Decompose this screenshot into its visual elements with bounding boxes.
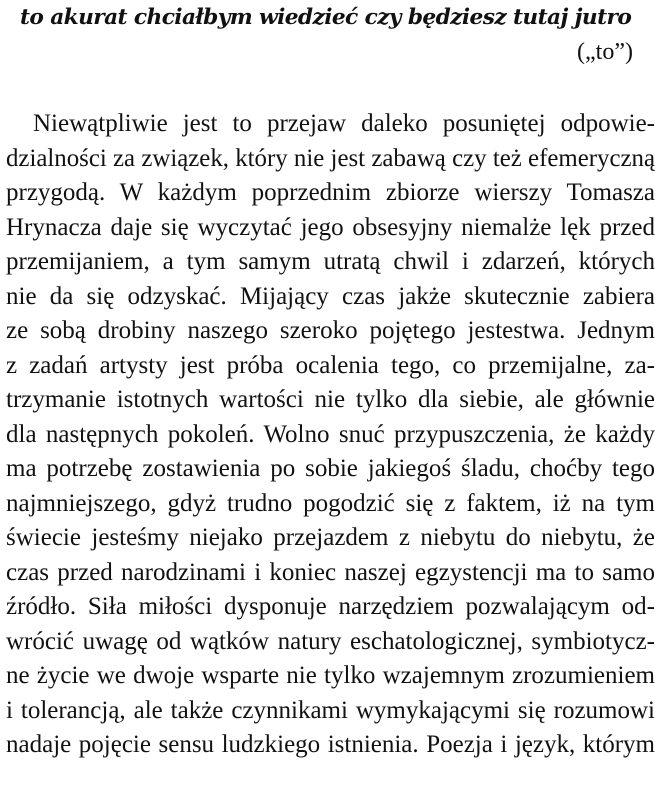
text-line: Niewątpliwie jest to przejaw daleko posuniętej odpowie- [33,110,655,137]
text-line: nie da się odzyskać. Mijający czas jakże skutecznie zabiera [6,282,655,310]
text-line: nadaje pojęcie sensu ludzkiego istnienia. Poezja i język, którym [6,731,655,758]
body-paragraph [6,107,655,763]
text-line: wrócić uwagę od wątków natury eschatologicznej, symbiotycz- [6,627,655,655]
epigraph-source: („to”) [577,39,633,65]
text-line: z zadań artysty jest próba ocalenia tego, co przemijalne, za- [6,351,655,379]
text-line: Hrynacza daje się wyczytać jego obsesyjny niemalże lęk przed [6,213,655,241]
text-line: źródło. Siła miłości dysponuje narzędziem pozwalającym od- [6,593,655,620]
text-line: i tolerancją, ale także czynnikami wymykającymi się rozumowi [6,696,655,724]
text-line: ne życie we dwoje wsparte nie tylko wzajemnym zrozumieniem [6,662,655,689]
text-line: trzymanie istotnych wartości nie tylko dla siebie, ale głównie [6,386,655,413]
text-line: świecie jesteśmy niejako przejazdem z niebytu do niebytu, że [6,524,655,551]
text-line: czas przed narodzinami i koniec naszej egzystencji ma to samo [6,558,655,586]
text-line: dzialności za związek, który nie jest zabawą czy też efemeryczną [6,144,655,172]
text-line: przemijaniem, a tym samym utratą chwil i zdarzeń, których [6,248,655,275]
text-line: przygodą. W każdym poprzednim zbiorze wierszy Tomasza [6,179,655,206]
text-line: najmniejszego, gdyż trudno pogodzić się z faktem, iż na tym [6,489,655,517]
text-line: dla następnych pokoleń. Wolno snuć przypuszczenia, że każdy [6,420,655,448]
text-line: ze sobą drobiny naszego szeroko pojętego jestestwa. Jednym [6,317,655,344]
epigraph-quote: to akurat chciałbym wiedzieć czy będziesz tutaj jutro [20,5,632,30]
text-line: ma potrzebę zostawienia po sobie jakiegoś śladu, choćby tego [6,455,655,482]
